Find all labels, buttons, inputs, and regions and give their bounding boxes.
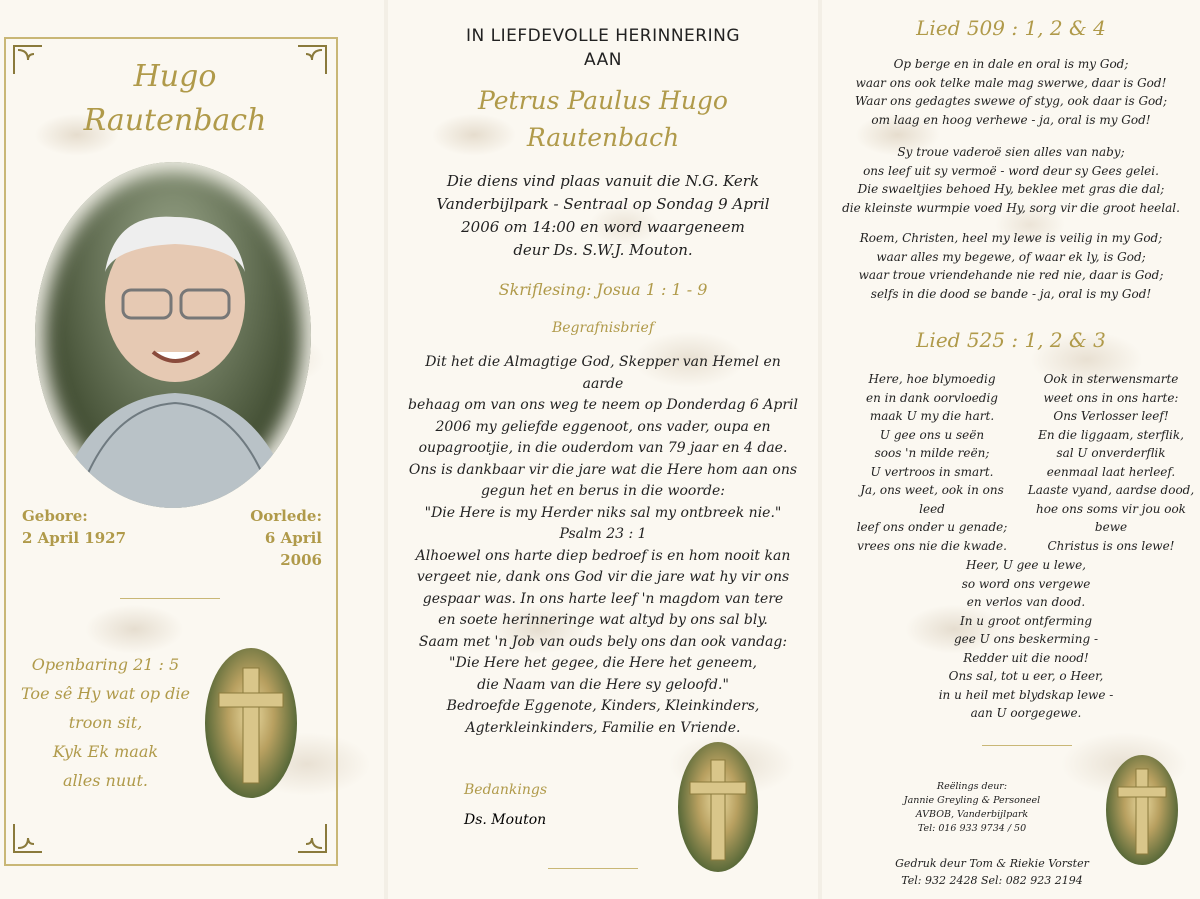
hymn-525-stanza: Ook in sterwensmarte weet ons in ons harte: Ons Verlosser leef! En die liggaam, sterflik, sal U onverderflik eenmaal laat herleef. Laaste vyand, aardse dood, hoe ons soms vir jou ook bewe Christus is ons lewe!: [1027, 372, 1195, 553]
cross-image: [678, 742, 758, 872]
funeral-letter: Dit het die Almagtige God, Skepper van Hemel en aarde behaag om van ons weg te neem op Donderdag 6 April 2006 my geliefde eggenoot, ons vader, oupa en oupagrootjie, in die ouderdom van 79 jaar en 4 dae. Ons is dankbaar vir die jare wat die Here hom aan ons gegun het en berus in die woorde: "Die Here is my Herder niks sal my ontbreek nie." Psalm 23 : 1 Alhoewel ons harte diep bedroef is en hom nooit kan vergeet nie, dank ons God vir die jare wat hy vir ons gespaar was. In ons harte leef 'n magdom van tere en soete herinneringe wat altyd by ons sal bly. Saam met 'n Job van ouds bely ons dan ook vandag: "Die Here het gegee, die Here het geneem, die Naam van die Here sy geloofd." Bedroefde Eggenote, Kinders, Kleinkinders, Agterkleinkinders, Familie en Vriende.: [408, 354, 798, 736]
cross-image: [1106, 755, 1178, 865]
right-panel: [822, 0, 1200, 899]
corner-ornament-icon: [294, 42, 330, 78]
born-info: Gebore: 2 April 1927: [22, 507, 127, 547]
corner-ornament-icon: [10, 42, 46, 78]
service-details: Die diens vind plaas vanuit die N.G. Kerk Vanderbijlpark - Sentraal op Sondag 9 April 2006 om 14:00 en word waargeneem deur Ds. S.W.J. Mouton.: [436, 172, 770, 259]
corner-ornament-icon: [294, 820, 330, 856]
ornament-divider: [120, 598, 220, 599]
ornament-divider: [982, 745, 1072, 746]
cross-icon: [205, 648, 297, 798]
revelation-verse: Openbaring 21 : 5 Toe sê Hy wat op die troon sit, Kyk Ek maak alles nuut.: [21, 655, 190, 790]
hymn-509-stanza: Roem, Christen, heel my lewe is veilig in my God; waar alles my begewe, of waar ek ly, is God; waar troue vriendehande nie red nie, daar is God; selfs in die dood se bande - ja, oral is my God!: [858, 231, 1164, 301]
corner-ornament-icon: [10, 820, 46, 856]
left-panel: [0, 0, 384, 899]
scripture-reading: Skriflesing: Josua 1 : 1 - 9: [498, 280, 708, 299]
hymn-525-title: Lied 525 : 1, 2 & 3: [916, 328, 1106, 352]
hymn-525-stanza: Heer, U gee u lewe, so word ons vergewe en verlos van dood. In u groot ontferming gee U ons beskerming - Redder uit die nood! Ons sal, tot u eer, o Heer, in u heil met blydskap lewe - aan U oorgegewe.: [938, 558, 1114, 720]
died-info: Oorlede: 6 April 2006: [250, 507, 322, 569]
hymn-509-stanza: Sy troue vaderoë sien alles van naby; ons leef uit sy vermoë - word deur sy Gees gelei. Die swaeltjies behoed Hy, beklee met gras die dal; die kleinste wurmpie voed Hy, sorg vir die groot heelal.: [842, 145, 1180, 215]
cross-icon: [1106, 755, 1178, 865]
ornament-divider: [548, 868, 638, 869]
letter-title: Begrafnisbrief: [551, 320, 655, 336]
memorial-heading: IN LIEFDEVOLLE HERINNERING AAN: [465, 26, 740, 70]
portrait-illustration: [35, 162, 311, 508]
acknowledgements: Bedankings Ds. Mouton: [464, 782, 548, 828]
hymn-509-title: Lied 509 : 1, 2 & 4: [916, 16, 1106, 40]
deceased-name: Hugo Rautenbach: [83, 59, 267, 138]
funeral-arrangements: Reëlings deur: Jannie Greyling & Personeel AVBOB, Vanderbijlpark Tel: 016 933 9734 / 50: [903, 781, 1041, 834]
cross-icon: [678, 742, 758, 872]
portrait-photo: [35, 162, 311, 508]
cross-image: [205, 648, 297, 798]
hymn-509-stanza: Op berge en in dale en oral is my God; waar ons ook telke male mag swerwe, daar is God! Waar ons gedagtes swewe of styg, ook daar is God; om laag en hoog verhewe - ja, oral is my God!: [855, 57, 1167, 127]
printer-credit: Gedruk deur Tom & Riekie Vorster Tel: 932 2428 Sel: 082 923 2194: [895, 857, 1089, 887]
middle-panel: [388, 0, 818, 899]
hymn-525-stanza: Here, hoe blymoedig en in dank oorvloedig maak U my die hart. U gee ons u seën soos 'n milde reën; U vertroos in smart. Ja, ons weet, ook in ons leed leef ons onder u genade; vrees ons nie die kwade.: [856, 372, 1008, 553]
full-name: Petrus Paulus Hugo Rautenbach: [478, 86, 728, 152]
